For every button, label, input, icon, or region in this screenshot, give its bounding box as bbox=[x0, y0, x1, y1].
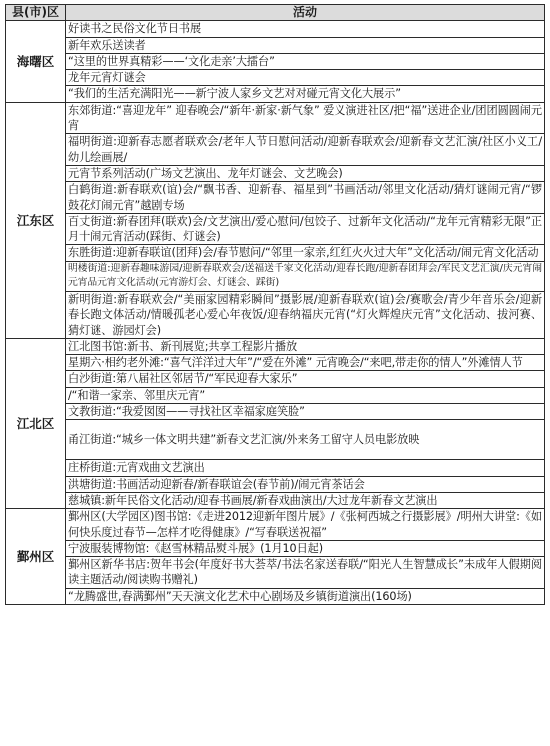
district-cell: 江北区 bbox=[6, 338, 66, 508]
table-row bbox=[6, 371, 545, 387]
activity-cell: 元宵节系列活动(广场文艺演出、龙年灯谜会、文艺晚会) bbox=[66, 165, 545, 181]
activity-cell: “这里的世界真精彩——‘文化走亲’大擂台” bbox=[66, 53, 545, 69]
table-row bbox=[6, 476, 545, 492]
activity-cell: 新明街道:新春联欢会/“美丽家园精彩瞬间”摄影展/迎新春联欢(谊)会/赛歌会/青少年音乐会/迎新春长跑文体活动/情暖孤老心爱心年夜饭/迎春纳福庆元宵(“灯火辉煌庆元宵”文化活动、拔河赛、猜灯谜、游园灯会) bbox=[66, 291, 545, 338]
table-row bbox=[6, 37, 545, 53]
activity-cell: 庄桥街道:元宵戏曲文艺演出 bbox=[66, 460, 545, 476]
table-row bbox=[6, 102, 545, 134]
table-row bbox=[6, 387, 545, 403]
activity-cell: 星期六·相约老外滩:“喜气洋洋过大年”/“爱在外滩” 元宵晚会/“来吧,带走你的情人”外滩情人节 bbox=[66, 355, 545, 371]
activity-cell: 明楼街道:迎新春趣味游园/迎新春联欢会/送福送千家文化活动/迎春长跑/迎新春团拜会/军民文艺汇演/庆元宵闹元宵品元宵文化活动(元宵游灯会、灯谜会、踩街) bbox=[66, 261, 545, 291]
activity-table-page bbox=[5, 4, 544, 741]
activity-cell: 白鹤街道:新春联欢(谊)会/“飘书香、迎新春、福星到”书画活动/邻里文化活动/猜灯谜闹元宵/“锣鼓花灯闹元宵”越剧专场 bbox=[66, 182, 545, 214]
table-row bbox=[6, 182, 545, 214]
table-row bbox=[6, 21, 545, 37]
table-row bbox=[6, 70, 545, 86]
table-row bbox=[6, 291, 545, 338]
activity-cell: 江北图书馆:新书、新刊展览;共享工程影片播放 bbox=[66, 338, 545, 354]
table-row bbox=[6, 540, 545, 556]
table-row bbox=[6, 420, 545, 460]
activity-cell: 福明街道:迎新春志愿者联欢会/老年人节日慰问活动/迎新春联欢会/迎新春文艺汇演/社区小义工/幼儿绘画展/ bbox=[66, 134, 545, 166]
activity-cell: 慈城镇:新年民俗文化活动/迎春书画展/新春戏曲演出/大过龙年新春文艺演出 bbox=[66, 492, 545, 508]
table-row bbox=[6, 134, 545, 166]
table-header-row bbox=[6, 5, 545, 21]
activity-cell: 洪塘街道:书画活动迎新春/新春联谊会(春节前)/闹元宵茶话会 bbox=[66, 476, 545, 492]
activity-cell: 鄞州区(大学园区)图书馆:《走进2012迎新年图片展》/《张柯西城之行摄影展》/明州大讲堂:《如何快乐度过春节—怎样才吃得健康》/“写春联送祝福” bbox=[66, 509, 545, 541]
activity-cell: 龙年元宵灯谜会 bbox=[66, 70, 545, 86]
table-row bbox=[6, 53, 545, 69]
activity-cell: 甬江街道:“城乡一体文明共建”新春文艺汇演/外来务工留守人员电影放映 bbox=[66, 420, 545, 460]
activity-cell: “我们的生活充满阳光——新宁波人家乡文艺对对碰元宵文化大展示” bbox=[66, 86, 545, 102]
table-row bbox=[6, 245, 545, 261]
table-row bbox=[6, 86, 545, 102]
activity-cell: 百丈街道:新春团拜(联欢)会/文艺演出/爱心慰问/包饺子、过新年文化活动/“龙年元宵精彩无限”正月十闹元宵活动(踩街、灯谜会) bbox=[66, 213, 545, 245]
activity-table bbox=[5, 4, 545, 605]
activity-cell: /“和谐一家亲、邻里庆元宵” bbox=[66, 387, 545, 403]
table-row bbox=[6, 165, 545, 181]
table-row bbox=[6, 509, 545, 541]
activity-cell: 白沙街道:第八届社区邻居节/“军民迎春大家乐” bbox=[66, 371, 545, 387]
table-row bbox=[6, 355, 545, 371]
activity-cell: 好读书之民俗文化节日书展 bbox=[66, 21, 545, 37]
table-row bbox=[6, 338, 545, 354]
table-row bbox=[6, 557, 545, 589]
activity-cell: 新年欢乐送读者 bbox=[66, 37, 545, 53]
header-activity: 活动 bbox=[66, 5, 545, 21]
activity-cell: “龙腾盛世,春满鄞州”天天演文化艺术中心剧场及乡镇街道演出(160场) bbox=[66, 588, 545, 604]
activity-cell: 东胜街道:迎新春联谊(团拜)会/春节慰问/“邻里一家亲,红红火火过大年”文化活动/闹元宵文化活动 bbox=[66, 245, 545, 261]
table-row bbox=[6, 261, 545, 291]
header-district: 县(市)区 bbox=[6, 5, 66, 21]
district-cell: 江东区 bbox=[6, 102, 66, 338]
table-row bbox=[6, 213, 545, 245]
table-row bbox=[6, 492, 545, 508]
district-cell: 海曙区 bbox=[6, 21, 66, 102]
table-row bbox=[6, 460, 545, 476]
district-cell: 鄞州区 bbox=[6, 509, 66, 605]
activity-cell: 鄞州区新华书店:贺年书会(年度好书大荟萃/书法名家送春联/“阳光人生智慧成长”未成年人假期阅读主题活动/阅读购书赠礼) bbox=[66, 557, 545, 589]
activity-cell: 东郊街道:“喜迎龙年” 迎春晚会/“新年·新家·新气象” 爱义演进社区/把“福”送进企业/团团圆圆闹元宵 bbox=[66, 102, 545, 134]
table-row bbox=[6, 588, 545, 604]
activity-cell: 文教街道:“我爱囡囡——寻找社区幸福家庭笑脸” bbox=[66, 404, 545, 420]
table-row bbox=[6, 404, 545, 420]
activity-cell: 宁波服装博物馆:《赵雪林精品熨斗展》(1月10日起) bbox=[66, 540, 545, 556]
